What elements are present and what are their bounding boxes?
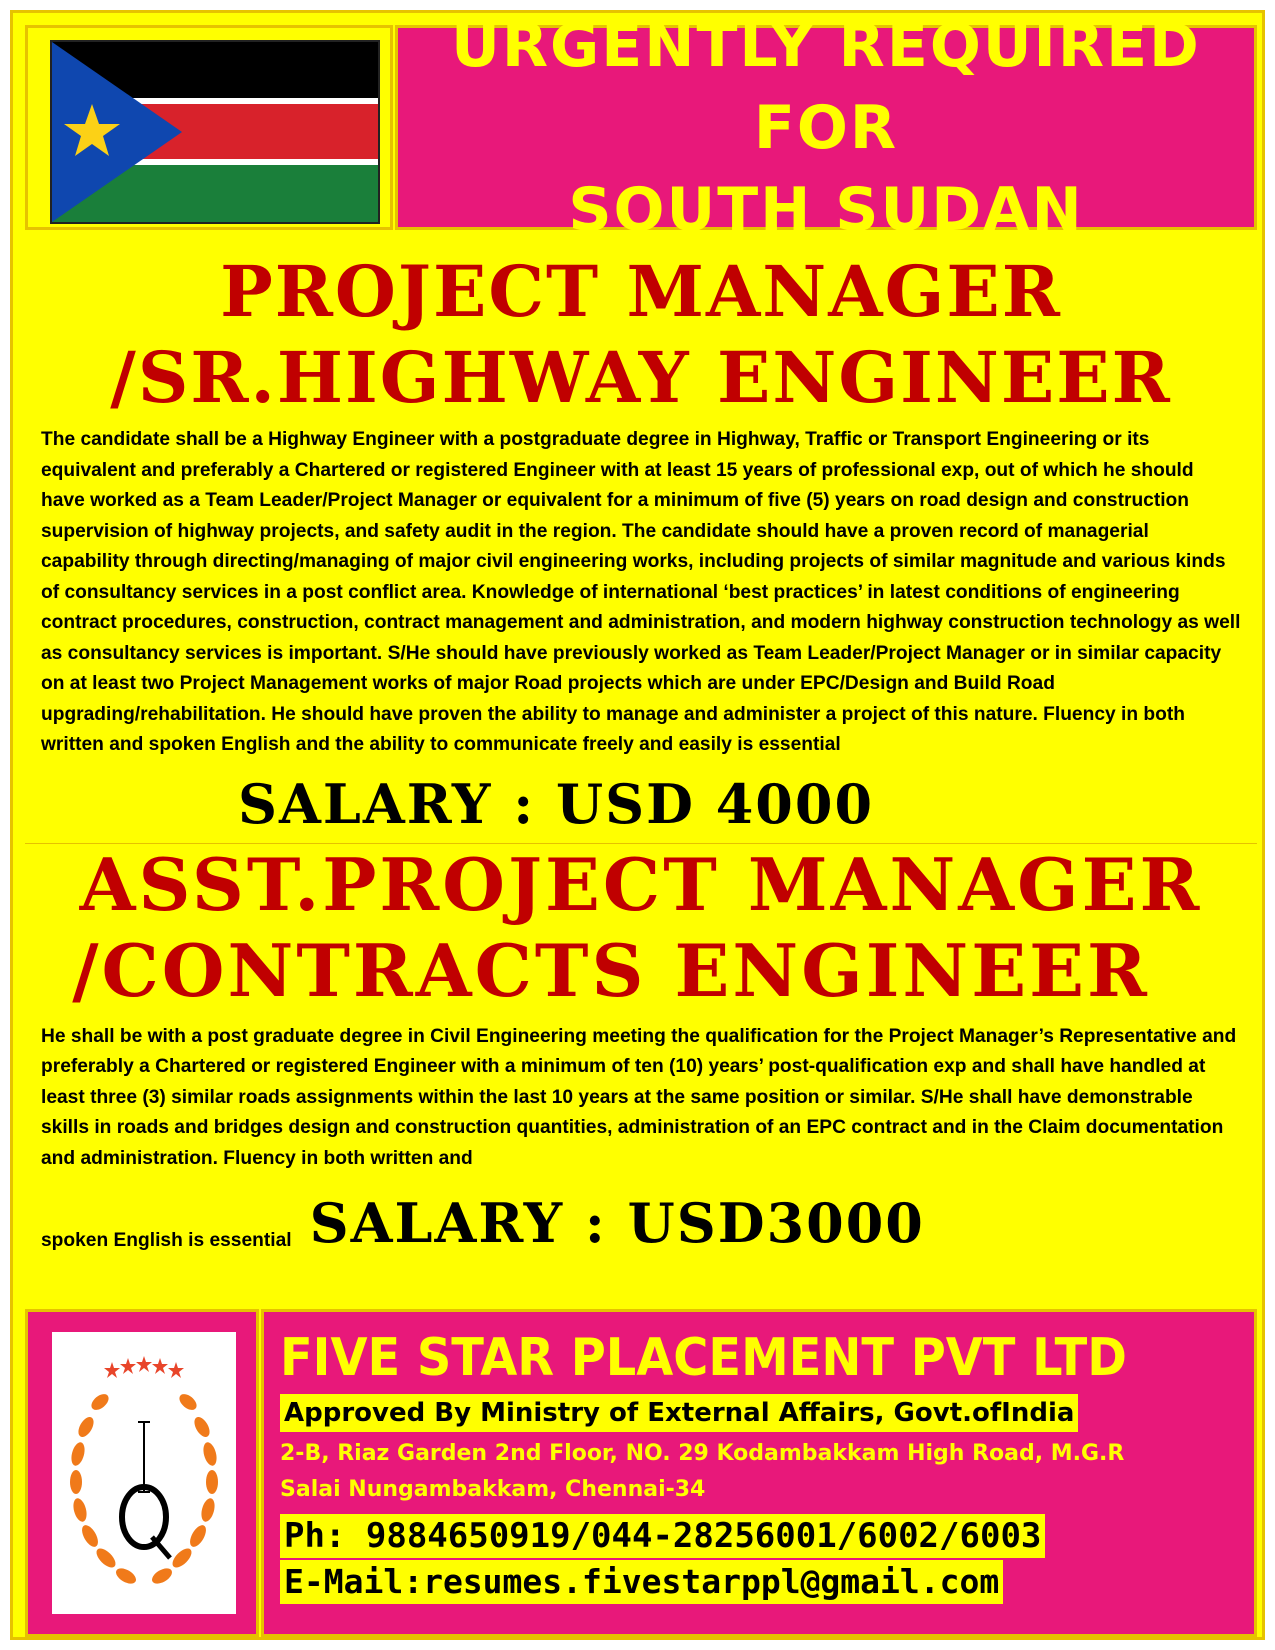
job-2-description: He shall be with a post graduate degree in Civil Engineering meeting the qualification for the Project Manager’s Representative and preferably a Chartered or registered Engineer with a minimum of ten (10) years’ post-qualification exp and shall have handled at least three (3) similar roads assignments within the last 10 years at the same position or similar. S/He shall have demonstrable skills in roads and bridges design and construction quantities, administration of an EPC contract and in the Claim documentation and administration. Fluency in both written and bbox=[41, 1025, 1237, 1169]
headline-banner bbox=[395, 10, 1257, 245]
company-panel bbox=[261, 1309, 1257, 1637]
job-2-footer-row bbox=[25, 1188, 1257, 1258]
job-advertisement bbox=[10, 10, 1265, 1640]
company-name: FIVE STAR PLACEMENT PVT LTD bbox=[280, 1328, 1127, 1388]
approval-text: Approved By Ministry of External Affairs, Govt.ofIndia bbox=[280, 1394, 1078, 1432]
address-line-2: Salai Nungambakkam, Chennai-34 bbox=[280, 1477, 706, 1502]
company-logo bbox=[52, 1332, 236, 1614]
job-1-description: The candidate shall be a Highway Engineer with a postgraduate degree in Highway, Traffic or Transport Engineering or its equivalent and preferably a Chartered or registered Engineer with at least 15 years of professional exp, out of which he should have worked as a Team Leader/Project Manager or equivalent for a minimum of five (5) years on road design and construction supervision of highway projects, and safety audit in the region. The candidate should have a proven record of managerial capability through directing/managing of major civil engineering works, including projects of similar magnitude and various kinds of consultancy services in a post conflict area. Knowledge of international ‘best practices’ in latest conditions of engineering contract procedures, construction, contract management and administration, and modern highway construction technology as well as consultancy services is important. S/He should have previously worked as Team Leader/Project Manager or in similar capacity on at least two Project Management works of major Road projects which are under EPC/Design and Build Road upgrading/rehabilitation. He should have proven the ability to manage and administer a project of this nature. Fluency in both written and spoken English and the ability to communicate freely and easily is essential bbox=[41, 429, 1241, 755]
job-2-salary: SALARY : USD3000 bbox=[309, 1191, 925, 1255]
south-sudan-flag-icon bbox=[50, 40, 380, 224]
flag-graphic bbox=[52, 42, 378, 222]
laurel-wreath-icon bbox=[52, 1332, 236, 1614]
job-1-title-line-1: PROJECT MANAGER bbox=[220, 250, 1062, 333]
job-1-salary: SALARY : USD 4000 bbox=[237, 771, 875, 836]
job-listings bbox=[25, 233, 1257, 1303]
job-2-title-line-1: ASST.PROJECT MANAGER bbox=[79, 841, 1203, 927]
phone-number: Ph: 9884650919/044-28256001/6002/6003 bbox=[280, 1514, 1045, 1558]
flag-panel bbox=[25, 25, 393, 230]
headline-line-1: URGENTLY REQUIRED FOR bbox=[451, 10, 1201, 163]
headline-line-2: SOUTH SUDAN bbox=[568, 174, 1084, 245]
job-2 bbox=[25, 840, 1257, 1259]
email-address: E-Mail:resumes.fivestarppl@gmail.com bbox=[280, 1560, 1003, 1604]
address-line-1: 2-B, Riaz Garden 2nd Floor, NO. 29 Kodambakkam High Road, M.G.R bbox=[280, 1441, 1125, 1466]
job-2-description-tail: spoken English is essential bbox=[41, 1230, 292, 1251]
logo-panel bbox=[25, 1309, 259, 1637]
job-1 bbox=[25, 233, 1257, 839]
job-1-title-line-2: /SR.HIGHWAY ENGINEER bbox=[110, 336, 1172, 419]
job-2-title-line-2: /CONTRACTS ENGINEER bbox=[72, 927, 1150, 1013]
